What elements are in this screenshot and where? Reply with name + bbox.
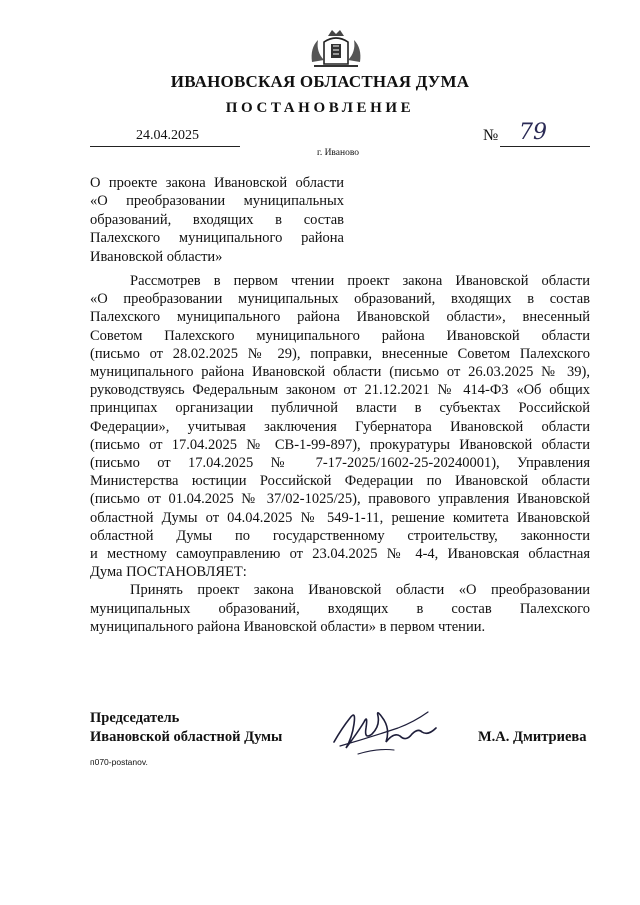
coat-of-arms-icon <box>304 24 368 68</box>
document-date: 24.04.2025 <box>136 128 199 143</box>
body-line: Рассмотрев в первом чтении проект закона Ивановской области <box>130 273 590 289</box>
resolution-line: муниципальных образований, входящих в состав Палехского <box>90 600 590 617</box>
body-line: (письмо от 17.04.2025 № СВ-1-99-897), прокуратуры Ивановской области <box>90 436 590 453</box>
subject-line: Палехского муниципального района <box>90 230 344 247</box>
body-line: Министерства юстиции Российской Федерации по Ивановской области <box>90 473 590 490</box>
subject-line: «О преобразовании муниципальных <box>90 193 344 210</box>
body-line: «О преобразовании муниципальных образований, входящих в состав <box>90 291 590 308</box>
body-line: Советом Палехского муниципального района Ивановской области <box>90 327 590 344</box>
body-line: Дума ПОСТАНОВЛЯЕТ: <box>90 564 247 581</box>
city-label: г. Иваново <box>317 148 360 158</box>
resolution-line: муниципального района Ивановской области» в первом чтении. <box>90 618 486 635</box>
document-number: 79 <box>519 120 547 145</box>
date-underline <box>90 146 240 147</box>
body-line: муниципального района Ивановской области (письмо от 26.03.2025 № 39), <box>90 364 590 381</box>
subject-line: О проекте закона Ивановской области <box>90 175 344 191</box>
resolution-line: Принять проект закона Ивановской области «О преобразовании <box>130 582 590 599</box>
subject-line: Ивановской области» <box>90 248 223 265</box>
body-line: Палехского муниципального района Ивановской области», внесенный <box>90 309 590 326</box>
number-underline <box>500 146 590 147</box>
position-line: Председатель <box>90 710 180 726</box>
signatory-position <box>90 709 282 747</box>
body-line: (письмо от 28.02.2025 № 29), поправки, внесенные Советом Палехского <box>90 345 590 362</box>
body-line: областной Думы по государственному строительству, законности <box>90 527 590 544</box>
document-subject <box>90 174 344 266</box>
body-line: (письмо от 17.04.2025 № 7-17-2025/1602-25-20240001), Управления <box>90 455 590 472</box>
signatory-name: М.А. Дмитриева <box>478 729 587 745</box>
file-reference: п070-postanov. <box>90 757 148 767</box>
body-line: руководствуясь Федеральным законом от 21.12.2021 № 414-ФЗ «Об общих <box>90 382 590 399</box>
org-title: ИВАНОВСКАЯ ОБЛАСТНАЯ ДУМА <box>170 72 470 91</box>
body-line: (письмо от 01.04.2025 № 37/02-1025/25), правового управления Ивановской <box>90 491 590 508</box>
document-type-heading: ПОСТАНОВЛЕНИЕ <box>225 100 415 116</box>
document-body <box>90 272 590 636</box>
body-line: принципах организации публичной власти в субъектах Российской <box>90 400 590 417</box>
handwritten-signature-icon <box>328 698 440 760</box>
body-line: Федерации», учитывая заключения Губернатора Ивановской области <box>90 418 590 435</box>
body-line: областной Думы от 04.04.2025 № 549-1-11, решение комитета Ивановской <box>90 509 590 526</box>
subject-line: образований, входящих в состав <box>90 211 344 228</box>
position-line: Ивановской областной Думы <box>90 729 283 745</box>
number-label: № <box>483 127 499 144</box>
body-line: и местному самоуправлению от 23.04.2025 № 4-4, Ивановская областная <box>90 546 590 563</box>
